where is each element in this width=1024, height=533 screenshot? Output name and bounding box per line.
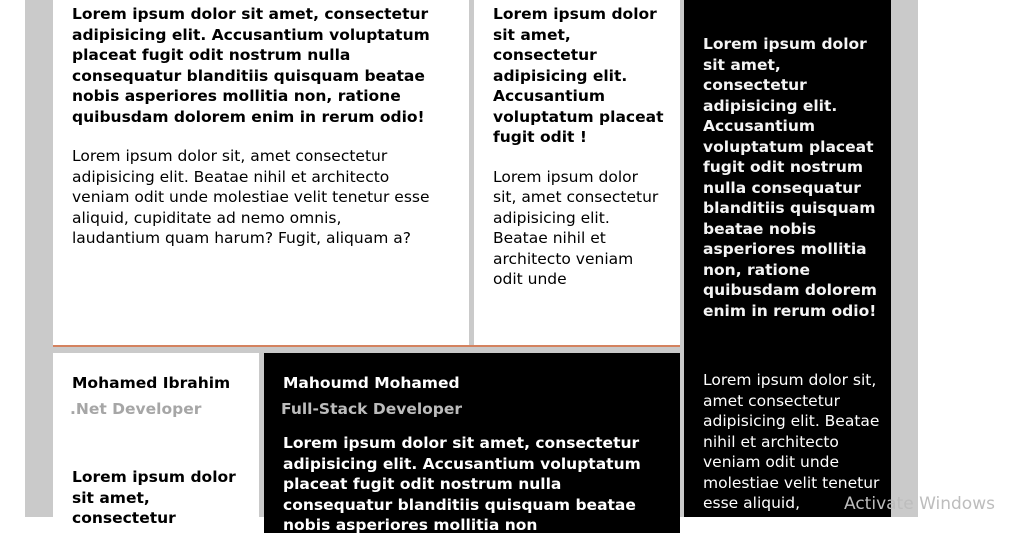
activate-windows-watermark: Activate Windows <box>844 494 995 514</box>
profile-card-mohamed-ibrahim <box>53 353 259 533</box>
profile-role: Full-Stack Developer <box>281 400 463 418</box>
testimonial-card-c <box>684 0 891 517</box>
profile-quote: Lorem ipsum dolor sit amet, consectetur adipisicing elit. Accusantium voluptatum placeat fugit odit nostrum nulla consequatur blanditiis quisquam beatae nobis asperiores mollitia non <box>283 434 641 533</box>
section-divider <box>53 345 680 347</box>
profile-name: Mahoumd Mohamed <box>283 374 460 392</box>
card-a-bold-text: Lorem ipsum dolor sit amet, consectetur adipisicing elit. Accusantium voluptatum placeat fugit odit nostrum nulla consequatur blanditiis quisquam beatae nobis asperiores mollitia non, ratione quibusdam dolorem enim in rerum odio! <box>72 5 430 126</box>
card-b-bold-text: Lorem ipsum dolor sit amet, consectetur adipisicing elit. Accusantium voluptatum placeat fugit odit ! <box>493 5 664 146</box>
card-c-bold-text: Lorem ipsum dolor sit amet, consectetur adipisicing elit. Accusantium voluptatum placeat fugit odit nostrum nulla consequatur blanditiis quisquam beatae nobis asperiores mollitia non, ratione quibusdam dolorem enim in rerum odio! <box>703 35 877 320</box>
testimonial-card-a <box>53 0 469 347</box>
profile-name: Mohamed Ibrahim <box>72 374 231 392</box>
profile-role: .Net Developer <box>70 400 202 418</box>
profile-quote: Lorem ipsum dolor sit amet, consectetur <box>72 468 236 527</box>
testimonial-card-b <box>474 0 680 347</box>
card-c-body-text: Lorem ipsum dolor sit, amet consectetur adipisicing elit. Beatae nihil et architecto veniam odit unde molestiae velit tenetur esse aliquid, <box>703 371 880 512</box>
card-a-body-text: Lorem ipsum dolor sit, amet consectetur adipisicing elit. Beatae nihil et architecto veniam odit unde molestiae velit tenetur esse aliquid, cupiditate ad nemo omnis, laudantium quam harum? Fugit, aliquam a? <box>72 147 430 247</box>
card-b-body-text: Lorem ipsum dolor sit, amet consectetur adipisicing elit. Beatae nihil et architecto veniam odit unde <box>493 167 659 288</box>
profile-card-mahoumd-mohamed <box>264 353 680 533</box>
